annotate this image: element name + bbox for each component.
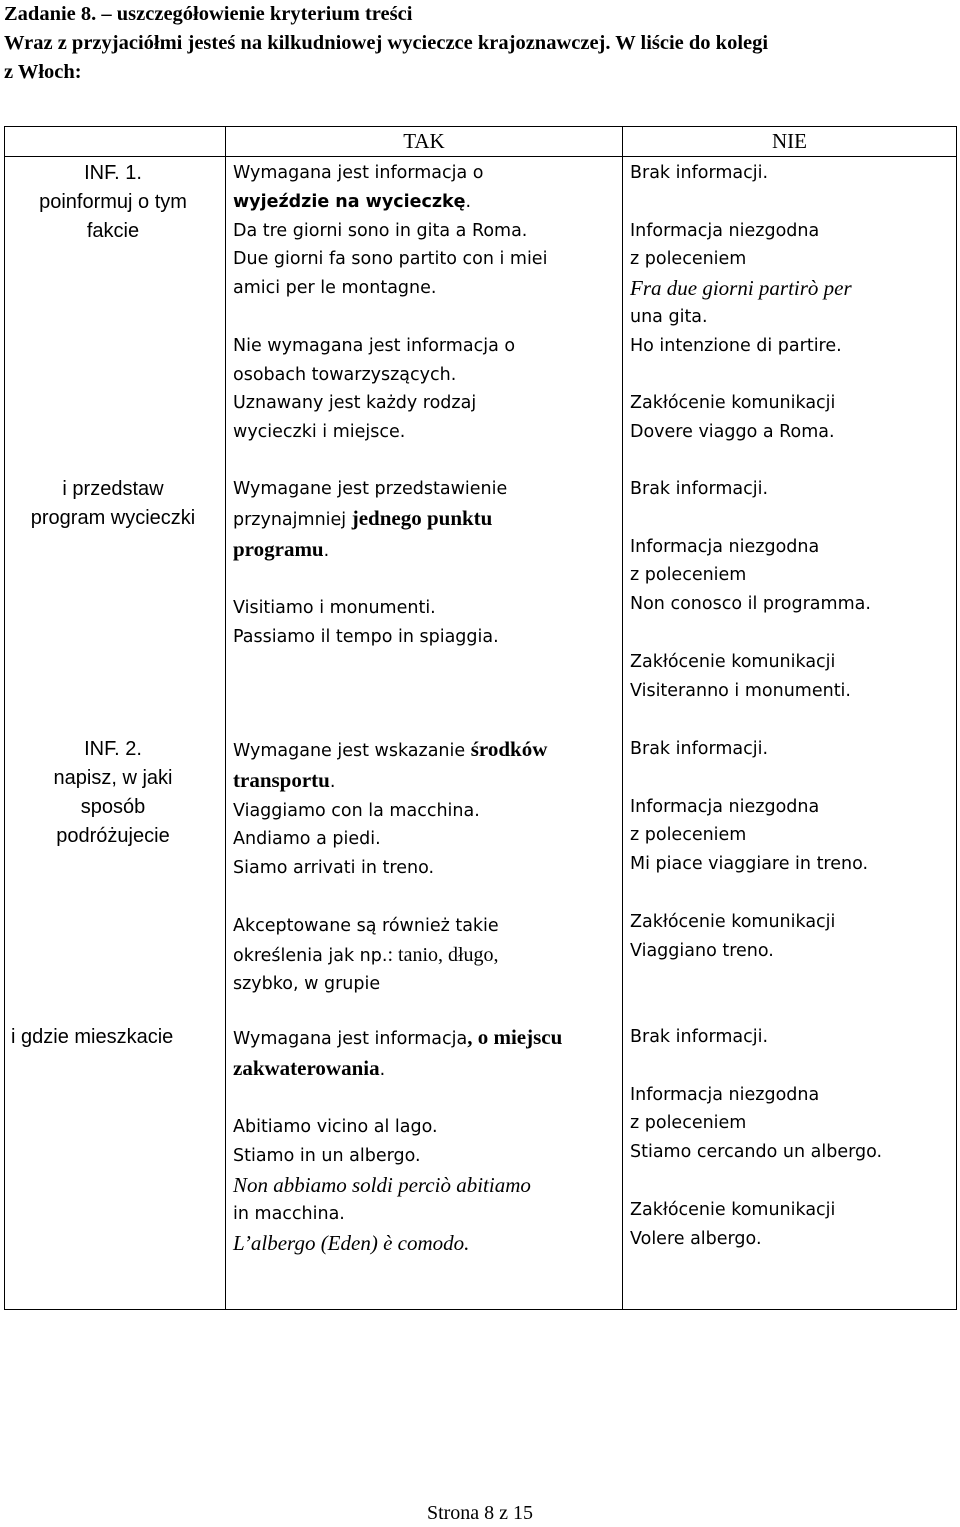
nie-r1-example-3: Ho intenzione di partire. (630, 335, 842, 356)
nie-row1 (630, 159, 952, 447)
nie-r4-zpoleceniem: z poleceniem (630, 1113, 747, 1134)
nie-r2-example-2: Visiteranno i monumenti. (630, 680, 851, 701)
nie-r4-zaklocenie: Zakłócenie komunikacji (630, 1199, 836, 1220)
inf1-label (9, 159, 217, 246)
tak-row2: Wymagane jest przedstawienie przynajmniej jednego punktu programu. Visitiamo i monumenti. Passiamo il tempo in spiaggia. (233, 475, 618, 652)
tak-r4-example-1: Abitiamo vicino al lago. (233, 1117, 438, 1138)
tak-r1-example-2a: Due giorni fa sono partito con i miei (233, 249, 548, 270)
nie-r2-brak: Brak informacji. (630, 479, 769, 499)
tak-r1-note-1: Nie wymagana jest informacja o (233, 335, 516, 356)
nie-r2-zaklocenie: Zakłócenie komunikacji (630, 651, 836, 672)
nie-r4-example-2: Volere albergo. (630, 1228, 762, 1249)
inf2-number: INF. 2. (84, 738, 142, 760)
nie-r3-example-2: Viaggiano treno. (630, 940, 774, 961)
tak-r1-requirement-1: Wymagana jest informacja o (233, 163, 484, 183)
tak-r2-requirement-2a: przynajmniej (233, 509, 352, 530)
page-number: Strona 8 z 15 (426, 1502, 534, 1524)
tak-r1-note-3: Uznawany jest każdy rodzaj (233, 393, 477, 414)
tak-r4-requirement-1b: , o miejscu (467, 1025, 563, 1049)
nie-r4-example-1: Stiamo cercando un albergo. (630, 1142, 883, 1163)
table-header-row (5, 127, 957, 157)
nie-r1-zaklocenie: Zakłócenie komunikacji (630, 393, 836, 414)
column-header-nie: NIE (623, 127, 957, 157)
nie-row2 (630, 475, 952, 705)
tak-r2-requirement-3: programu (233, 536, 324, 561)
tak-r1-example-1: Da tre giorni sono in gita a Roma. (233, 220, 528, 241)
tak-r1-note-4: wycieczki i miejsce. (233, 422, 406, 443)
tak-r3-requirement-1b: środków (470, 737, 548, 761)
tak-r3-example-1: Viaggiamo con la macchina. (233, 800, 480, 821)
tak-row1: Wymagana jest informacja o wyjeździe na wycieczkę. Da tre giorni sono in gita a Roma. Due giorni fa sono partito con i miei amici per le montagne. Nie wymagana jest informacja o osobach towarzyszących. Uznawany jest każdy rodzaj wycieczki i miejsce. (233, 159, 618, 447)
tak-r2-example-1: Visitiamo i monumenti. (233, 598, 436, 619)
tak-r4-requirement-2: zakwaterowania (233, 1055, 380, 1080)
tak-row4: Wymagana jest informacja, o miejscu zakwaterowania. Abitiamo vicino al lago. Stiamo in un albergo. Non abbiamo soldi perciò abitiamo in macchina. L’albergo (Eden) è comodo. (233, 1023, 618, 1257)
tak-r3-note-3: szybko, w grupie (233, 974, 381, 995)
tak-r3-requirement-2: transportu (233, 767, 330, 792)
tak-r3-example-2: Andiamo a piedi. (233, 829, 381, 850)
column-header-tak: TAK (226, 127, 623, 157)
inf2-label (9, 735, 217, 851)
nie-row4 (630, 1023, 952, 1253)
nie-r1-example-2: una gita. (630, 306, 708, 327)
nie-r3-brak: Brak informacji. (630, 739, 769, 759)
nie-r3-zaklocenie: Zakłócenie komunikacji (630, 911, 836, 932)
tak-r3-requirement-1a: Wymagane jest wskazanie (233, 741, 471, 761)
tak-r3-example-3: Siamo arrivati in treno. (233, 858, 435, 879)
tak-column (226, 157, 623, 1310)
inf2-text-1: napisz, w jaki (53, 767, 173, 789)
inf1-text-4: program wycieczki (30, 507, 196, 529)
nie-r1-example-1: Fra due giorni partirò per (630, 276, 852, 301)
tak-r4-requirement-1a: Wymagana jest informacja (233, 1029, 468, 1049)
nie-r3-niezgodna: Informacja niezgodna (630, 796, 820, 817)
nie-r3-example-1: Mi piace viaggiare in treno. (630, 854, 869, 875)
header-empty-cell (5, 127, 226, 157)
nie-r2-niezgodna: Informacja niezgodna (630, 536, 820, 557)
inf2-text-3: podróżujecie (56, 825, 170, 847)
tak-r2-requirement-1: Wymagane jest przedstawienie (233, 479, 508, 499)
inf1-program-label (9, 475, 217, 533)
task-title: Zadanie 8. – uszczegółowienie kryterium treści (4, 3, 413, 25)
tak-r3-note-1: Akceptowane są również takie (233, 915, 499, 936)
nie-r1-niezgodna: Informacja niezgodna (630, 220, 820, 241)
tak-r2-requirement-2b: jednego punktu (351, 505, 493, 530)
nie-r1-example-4: Dovere viaggo a Roma. (630, 422, 835, 443)
tak-r3-note-2a: określenia jak np. (233, 945, 388, 966)
nie-r2-zpoleceniem: z poleceniem (630, 565, 747, 586)
criteria-table (4, 126, 957, 1310)
tak-r4-example-4: in macchina. (233, 1203, 345, 1224)
inf1-text-2: fakcie (86, 220, 140, 242)
task-header (4, 0, 954, 87)
task-intro-line1: Wraz z przyjaciółmi jesteś na kilkudniowej wycieczce krajoznawczej. W liście do kolegi (4, 32, 769, 54)
nie-r2-example-1: Non conosco il programma. (630, 594, 871, 615)
nie-r4-brak: Brak informacji. (630, 1027, 769, 1047)
nie-r1-brak: Brak informacji. (630, 163, 769, 183)
nie-column (623, 157, 957, 1310)
tak-row3: Wymagane jest wskazanie środków transportu. Viaggiamo con la macchina. Andiamo a piedi. Siamo arrivati in treno. Akceptowane są również takie określenia jak np.: tanio, długo, szybko, w grupie (233, 735, 618, 999)
task-intro-line2: z Włoch: (4, 61, 82, 83)
tak-r4-example-2: Stiamo in un albergo. (233, 1146, 421, 1167)
inf2-text-2: sposób (80, 796, 146, 818)
tak-r2-example-2: Passiamo il tempo in spiaggia. (233, 626, 499, 647)
nie-r1-zpoleceniem: z poleceniem (630, 249, 747, 270)
tak-r4-example-3: Non abbiamo soldi perciò abitiamo (233, 1172, 531, 1197)
inf1-text-3: i przedstaw (62, 478, 164, 500)
inf2-accommodation-label: i gdzie mieszkacie (11, 1026, 174, 1048)
inf1-number: INF. 1. (84, 162, 142, 184)
tak-r1-requirement-2: wyjeździe na wycieczkę (233, 191, 466, 212)
tak-r1-example-2b: amici per le montagne. (233, 278, 437, 299)
tak-r1-note-2: osobach towarzyszących. (233, 364, 457, 385)
criteria-column (5, 157, 226, 1310)
nie-row3 (630, 735, 952, 965)
nie-r4-niezgodna: Informacja niezgodna (630, 1084, 820, 1105)
nie-r3-zpoleceniem: z poleceniem (630, 825, 747, 846)
table-body-row (5, 157, 957, 1310)
inf1-text-1: poinformuj o tym (39, 191, 187, 213)
tak-r4-example-5: L’albergo (Eden) è comodo. (233, 1230, 470, 1255)
tak-r3-note-2b: : tanio, długo, (387, 943, 499, 966)
